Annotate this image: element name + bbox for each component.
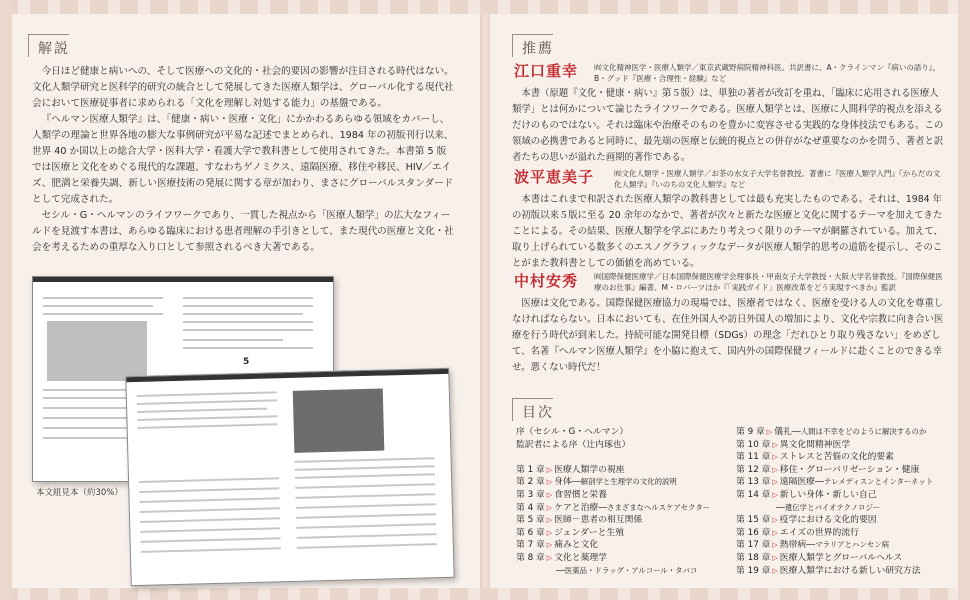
triangle-icon: ▷ bbox=[772, 566, 778, 575]
toc-chapter-number: 第 16 章 bbox=[736, 527, 771, 538]
toc-heading-text: 目次 bbox=[522, 405, 554, 421]
decorative-frame-right bbox=[958, 0, 970, 600]
toc-entry bbox=[736, 527, 950, 540]
commentary-paragraph-1: 今日ほど健康と病いへの、そして医療への文化的・社会的要因の影響が注目される時代はない。文化人類学研究と医科学的研究の統合として発展してきた医療人類学は、グローバル化する現代社会において医療従事者に求められる「文化を理解し対処する能力」の基盤である。 bbox=[32, 66, 454, 109]
sample-page-number: 5 bbox=[243, 357, 250, 367]
commentary-heading bbox=[38, 38, 70, 58]
triangle-icon: ▷ bbox=[772, 440, 778, 449]
recommender-name-2: 波平恵美子 bbox=[514, 168, 595, 186]
toc-chapter-title: 儀礼 bbox=[774, 427, 792, 437]
toc-chapter-number: 第 13 章 bbox=[736, 477, 771, 488]
toc-chapter-title: 異文化間精神医学 bbox=[779, 439, 851, 450]
toc-chapter-title: 遠隔医療 bbox=[779, 477, 815, 488]
toc-entry bbox=[736, 464, 950, 477]
toc-chapter-number: 第 14 章 bbox=[736, 489, 771, 500]
triangle-icon: ▷ bbox=[772, 528, 778, 537]
toc-chapter-number: 第 2 章 bbox=[516, 477, 545, 488]
triangle-icon: ▷ bbox=[772, 541, 778, 550]
toc-chapter-title: 身体 bbox=[554, 477, 572, 488]
toc-entry bbox=[736, 451, 950, 464]
toc-chapter-number: 第 7 章 bbox=[516, 540, 545, 551]
heading-bracket bbox=[28, 34, 69, 57]
toc-entry bbox=[736, 502, 950, 515]
toc-left-column bbox=[516, 426, 736, 577]
sample-page-front bbox=[125, 368, 454, 586]
recommender-meta-3: ㈲国際保健医療学／日本国際保健医療学会理事長・甲南女子大学教授・大阪大学名誉教授。『国際保健医療のお仕事』編著、M・ロバーツほか『「実践ガイド」医療改革をどう実現すべきか』監訳 bbox=[594, 272, 943, 292]
toc-chapter-title: 新しい身体・新しい自己 bbox=[779, 489, 877, 500]
toc-chapter-title: ケアと治療 bbox=[554, 502, 599, 513]
toc-right-column bbox=[736, 426, 950, 577]
toc-entry bbox=[736, 565, 950, 578]
triangle-icon: ▷ bbox=[772, 553, 778, 562]
recommender-text-1 bbox=[512, 86, 944, 166]
sample-photo bbox=[293, 389, 385, 453]
recommender-text-3 bbox=[512, 296, 944, 376]
toc-chapter-subtitle: ──テレメディスンとインターネット bbox=[814, 477, 934, 487]
recommendation-heading bbox=[522, 38, 554, 58]
recommender-meta-1: ㈲文化精神医学・医療人類学／東京武蔵野病院精神科医。共訳書に、A・クラインマン『病いの語り』，B・グッド『医療・合理性・経験』など bbox=[594, 63, 941, 83]
triangle-icon: ▷ bbox=[766, 428, 773, 436]
toc-chapter-number: 監訳者による序（辻内琢也） bbox=[516, 439, 631, 450]
page-gutter bbox=[480, 14, 490, 588]
toc-chapter-number: 第 9 章 bbox=[736, 427, 765, 437]
recommender-meta-2: ㈲文化人類学・医療人類学／お茶の水女子大学名誉教授。著書に『医療人類学入門』『からだの文化人類学』『いのちの文化人類学』など bbox=[614, 169, 941, 189]
toc-entry bbox=[736, 552, 950, 565]
toc-chapter-title: ジェンダーと生殖 bbox=[554, 527, 625, 538]
toc-chapter-subtitle: ──さまざまなヘルスケアセクター bbox=[598, 502, 711, 512]
toc-entry bbox=[736, 539, 950, 552]
triangle-icon: ▷ bbox=[546, 478, 553, 487]
triangle-icon: ▷ bbox=[546, 541, 553, 550]
toc-entry bbox=[516, 539, 736, 552]
triangle-icon: ▷ bbox=[772, 465, 778, 474]
toc-chapter-title: ストレスと苦悩の文化的要素 bbox=[779, 452, 894, 463]
toc-chapter-subtitle: ──遺伝学とバイオテクノロジー bbox=[776, 502, 881, 512]
toc-chapter-number: 第 1 章 bbox=[516, 464, 545, 475]
heading-bracket bbox=[512, 398, 553, 421]
toc-chapter-title: 医療人類学とグローバルヘルス bbox=[779, 552, 903, 563]
heading-bracket bbox=[512, 34, 553, 57]
decorative-frame-left bbox=[0, 0, 12, 600]
toc-chapter-title: 医療人類学における新しい研究方法 bbox=[779, 565, 921, 576]
recommender-text-2 bbox=[512, 192, 944, 272]
triangle-icon: ▷ bbox=[772, 490, 778, 499]
toc-chapter-title: 移住・グローバリゼーション・健康 bbox=[779, 464, 920, 475]
commentary-paragraph-2: 『ヘルマン医療人類学』は、「健康・病い・医療・文化」にかかわるあらゆる領域をカバーし、人類学の理論と世界各地の膨大な事例研究が平易な記述でまとめられ、1984 年の初版刊行以来、世界 40 か国以上の総合大学・医科大学・看護大学で教科書として使用されてきた。本書第 5 版では医療と文化をめぐる現代的な課題、すなわちゲノミクス、遠隔医療、移住や移民、HIV／エイズ、肥満と栄養失調、新しい医療技術の発展に関する章が加わり、まさにグローバルスタンダードとして完成された。 bbox=[32, 114, 454, 205]
toc-chapter-subtitle: ──医薬品・ドラッグ・アルコール・タバコ bbox=[556, 565, 698, 575]
toc-entry bbox=[516, 565, 736, 578]
toc-entry bbox=[736, 439, 950, 452]
toc-chapter-title: エイズの世界的流行 bbox=[779, 527, 859, 538]
toc-chapter-number: 第 12 章 bbox=[736, 464, 771, 475]
triangle-icon: ▷ bbox=[546, 516, 553, 525]
toc-entry bbox=[516, 502, 736, 515]
toc-chapter-title: 疫学における文化的要因 bbox=[779, 515, 877, 526]
sample-caption: 本文組見本（約30%） bbox=[36, 488, 123, 498]
triangle-icon: ▷ bbox=[546, 528, 553, 537]
toc-entry bbox=[516, 439, 736, 452]
toc-chapter-number: 第 17 章 bbox=[736, 540, 771, 551]
toc-chapter-title: 痛みと文化 bbox=[554, 540, 599, 551]
triangle-icon: ▷ bbox=[546, 465, 553, 474]
decorative-frame-top bbox=[0, 0, 970, 14]
toc-chapter-number: 第 8 章 bbox=[516, 552, 545, 563]
toc-entry bbox=[516, 527, 736, 540]
toc-chapter-number: 第 18 章 bbox=[736, 552, 771, 563]
triangle-icon: ▷ bbox=[772, 453, 778, 462]
decorative-frame-bottom bbox=[0, 588, 970, 600]
recommender-paragraph-1: 本書（原題『文化・健康・病い』第５版）は、単独の著者が改訂を重ね、「臨床に応用される医療人類学」とは何かについて論じたライフワークである。医療人類学とは、医療に人間科学的視点を添えるだけのものではない。それは臨床や治療そのものを豊かに変容させる実践的な身体技法でもある。この領域の必携書であると同時に、最先端の医療と伝統的視点との併存がなぜ重要なのかを問う、著者と訳者たちの思いが溢れた画期的著作である。 bbox=[512, 88, 944, 163]
triangle-icon: ▷ bbox=[546, 490, 553, 499]
toc-chapter-number: 第 15 章 bbox=[736, 515, 771, 526]
triangle-icon: ▷ bbox=[546, 553, 553, 562]
toc-entry bbox=[516, 476, 736, 489]
recommender-paragraph-2: 本書はこれまで和訳された医療人類学の教科書としては最も充実したものである。それは、1984 年の初版以来５版に至る 20 余年のなかで、著者が次々と新たな医療と文化に関するテーマを加えてきたことによる。その結果、医療人類学を学ぶにあたり考えつく限りのテーマが網羅されている。加えて、取り上げられている数多くのエスノグラフィックなデータが医療人類学的思考の道筋を提示し、そのことがまた教科書としての価値を高めている。 bbox=[512, 194, 943, 269]
toc-chapter-title: 医療人類学の視座 bbox=[554, 464, 625, 475]
toc-chapter-number: 第 19 章 bbox=[736, 565, 771, 576]
toc-chapter-number: 第 4 章 bbox=[516, 502, 545, 513]
toc-entry bbox=[516, 426, 736, 439]
toc-chapter-number: 第 6 章 bbox=[516, 527, 545, 538]
toc-chapter-title: 食習慣と栄養 bbox=[554, 489, 607, 500]
toc-chapter-subtitle: ──人間は不幸をどのように解決するのか bbox=[791, 427, 927, 436]
toc-entry bbox=[736, 426, 950, 439]
toc-entry bbox=[736, 476, 950, 489]
toc-chapter-subtitle: ──解剖学と生理学の文化的説明 bbox=[571, 477, 677, 487]
toc-entry bbox=[516, 464, 736, 477]
triangle-icon: ▷ bbox=[772, 478, 778, 487]
toc-entry bbox=[736, 489, 950, 502]
triangle-icon: ▷ bbox=[546, 503, 553, 512]
toc-chapter-number: 第 11 章 bbox=[736, 452, 771, 463]
toc-entry bbox=[736, 514, 950, 527]
toc-entry bbox=[516, 514, 736, 527]
recommender-name-1: 江口重幸 bbox=[514, 62, 579, 80]
triangle-icon: ▷ bbox=[772, 516, 778, 525]
toc-chapter-number: 第 3 章 bbox=[516, 489, 545, 500]
toc-chapter-number: 第 10 章 bbox=[736, 439, 771, 450]
toc-chapter-title: 熱帯病 bbox=[779, 540, 807, 551]
figure-illustration bbox=[47, 321, 147, 381]
recommendation-heading-text: 推薦 bbox=[522, 41, 554, 57]
toc-chapter-title: 医師－患者の相互関係 bbox=[554, 515, 643, 526]
sample-page-header-bar bbox=[33, 277, 333, 282]
recommender-paragraph-3: 医療は文化である。国際保健医療協力の現場では、医療者ではなく、医療を受ける人の文化を尊重しなければならない。日本においても、在住外国人や訪日外国人の増加により、文化や宗教に向き合い医療を行う時代が到来した。持続可能な開発目標（SDGs）の理念「だれひとり取り残さない」をめざして、名著『ヘルマン医療人類学』を小脇に抱えて、国内外の国際保健フィールドに赴くことのできる幸せ。悪くない時代だ！ bbox=[512, 298, 944, 373]
toc-heading bbox=[522, 402, 554, 422]
toc-chapter-number: 第 5 章 bbox=[516, 515, 545, 526]
toc-chapter-title: 文化と薬理学 bbox=[554, 552, 607, 563]
toc-entry bbox=[516, 489, 736, 502]
toc-entry bbox=[516, 552, 736, 565]
toc-chapter-subtitle: ──マラリアとハンセン病 bbox=[806, 540, 889, 550]
commentary-body bbox=[32, 64, 454, 256]
toc-entry bbox=[516, 451, 736, 464]
recommender-name-3: 中村安秀 bbox=[514, 272, 579, 290]
commentary-paragraph-3: セシル・G・ヘルマンのライフワークであり、一貫した視点から「医療人類学」の広大なフィールドを見渡す本書は、あらゆる臨床における患者理解の手引きとして、また現代の医療と文化・社会を考えるための重厚な入り口として参照されるべき大著である。 bbox=[32, 210, 454, 253]
toc-chapter-number: 序（セシル・G・ヘルマン） bbox=[516, 427, 629, 437]
commentary-heading-text: 解説 bbox=[38, 41, 70, 57]
